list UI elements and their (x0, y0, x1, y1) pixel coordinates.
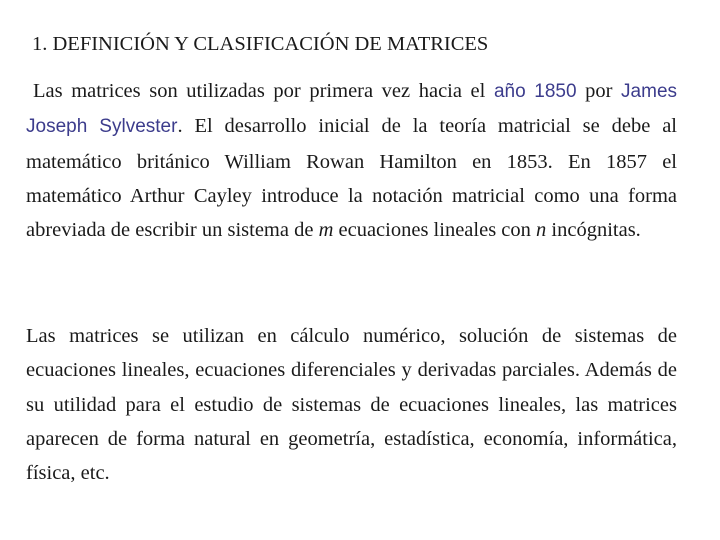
paragraph-history-text-c: . El desarrollo inicial de la teoría matricial se debe al matemático británico William Rowan Hamilton en 1853. En 1857 el matemático Arthur Cayley introduce la notación matricial como una forma abreviada de escribir un sistema de (26, 115, 677, 242)
person-highlight: James Joseph Sylvester (26, 81, 678, 138)
paragraph-uses: Las matrices se utilizan en cálculo numérico, solución de sistemas de ecuaciones lineales, ecuaciones diferenciales y derivadas parciales. Además de su utilidad para el estudio de sistemas de ecuaciones lineales, las matrices aparecen de forma natural en geometría, estadística, economía, informática, física, etc. (26, 325, 677, 485)
paragraph-history-text-b: por (576, 80, 622, 102)
word-ano: año (493, 81, 526, 102)
year-highlight: 1850 (534, 81, 577, 102)
paragraph-history-text-a: Las matrices son utilizadas por primera vez hacia el (33, 80, 494, 102)
section-heading: 1. DEFINICIÓN Y CLASIFICACIÓN DE MATRICES (32, 33, 489, 55)
paragraph-history-text-e: incógnitas. (546, 219, 641, 242)
paragraph-history-text-d: ecuaciones lineales con (333, 219, 537, 242)
variable-n: n (536, 219, 547, 242)
variable-m: m (318, 219, 334, 242)
space (526, 80, 535, 102)
paragraph-history (26, 74, 677, 247)
